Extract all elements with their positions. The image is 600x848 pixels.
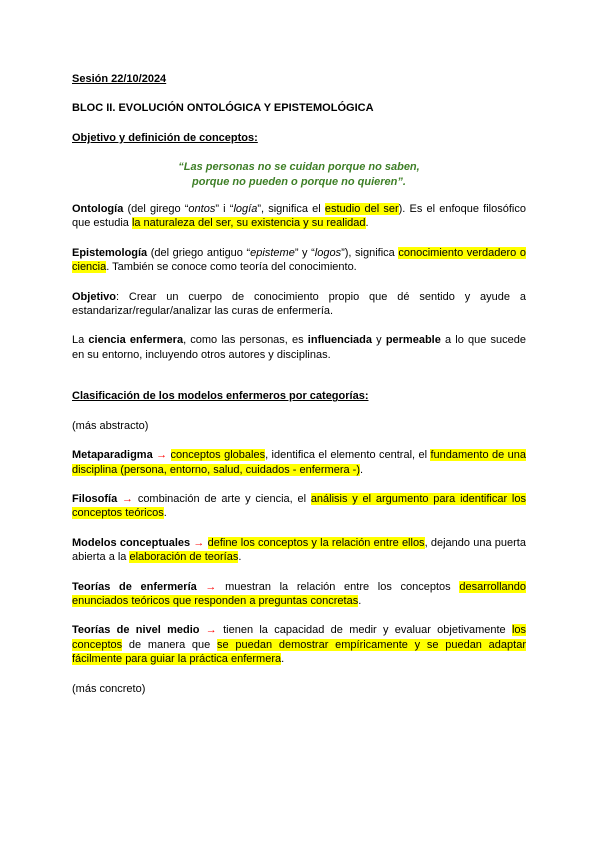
modelos-highlight-1: define los conceptos y la relación entre ellos xyxy=(207,536,425,549)
teorias-medio-highlight-2: se puedan demostrar empíricamente y se puedan adaptar fácilmente para guiar la práctica enfermera xyxy=(72,638,526,666)
classification-heading: Clasificación de los modelos enfermeros por categorías: xyxy=(72,390,369,403)
epistemologia-term: Epistemología xyxy=(72,246,148,259)
epistemologia-paragraph xyxy=(72,246,526,275)
metaparadigma-highlight-2: fundamento de una disciplina (persona, entorno, salud, cuidados - enfermera -) xyxy=(72,449,526,476)
objetivo-text: : Crear un cuerpo de conocimiento propio que dé sentido y ayude a estandarizar/regular/analizar las curas de enfermería. xyxy=(72,290,526,318)
bloc-title: BLOC II. EVOLUCIÓN ONTOLÓGICA Y EPISTEMOLÓGICA xyxy=(72,102,374,115)
objective-heading: Objetivo y definición de conceptos: xyxy=(72,131,258,144)
metaparadigma-term: Metaparadigma xyxy=(72,449,153,462)
ciencia-text-1: La xyxy=(72,334,89,347)
teorias-medio-text-1: tienen la capacidad de medir y evaluar objetivamente xyxy=(223,624,512,637)
arrow-icon: → xyxy=(199,624,224,637)
ontologia-text-4: ). Es el enfoque filosófico que estudia xyxy=(72,203,526,230)
ciencia-text-2: , como las personas, es xyxy=(183,334,308,347)
filosofia-text-1: combinación de arte y ciencia, el xyxy=(137,492,311,505)
teorias-medio-highlight-1: los conceptos xyxy=(72,624,526,651)
quote-line-2: porque no pueden o porque no quieren”. xyxy=(192,175,406,188)
metaparadigma-text-2: . xyxy=(359,463,364,476)
filosofia-paragraph xyxy=(72,492,526,521)
arrow-icon: → xyxy=(152,449,171,462)
filosofia-text-2: . xyxy=(163,507,167,520)
mas-concreto: (más concreto) xyxy=(72,682,146,695)
ciencia-bold-2: influenciada xyxy=(307,334,372,347)
modelos-text-1: , dejando una puerta abierta a la xyxy=(72,536,526,564)
ontologia-text-5: . xyxy=(365,217,369,230)
arrow-icon: → xyxy=(117,492,138,505)
ciencia-bold-3: permeable xyxy=(385,334,441,347)
epistemologia-episteme: episteme xyxy=(250,246,295,259)
teorias-text-2: . xyxy=(358,594,362,607)
ciencia-text-4: a lo que sucede en su entorno, incluyendo otros autores y disciplinas. xyxy=(72,334,526,361)
ontologia-text-3: ”, significa el xyxy=(257,203,325,216)
teorias-term: Teorías de enfermería xyxy=(72,580,197,593)
epistemologia-text-1: (del griego antiguo “ xyxy=(147,246,251,259)
objetivo-term: Objetivo xyxy=(72,290,117,303)
ontologia-text-2: ” i “ xyxy=(215,203,234,216)
arrow-icon: → xyxy=(190,536,208,549)
session-date: Sesión 22/10/2024 xyxy=(72,73,167,85)
ontologia-paragraph xyxy=(72,202,526,231)
ontologia-text-1: (del girego “ xyxy=(123,203,189,216)
quote-line-1: “Las personas no se cuidan porque no saben, xyxy=(178,161,420,174)
mas-abstracto: (más abstracto) xyxy=(72,419,149,432)
modelos-highlight-2: elaboración de teorías xyxy=(129,551,239,564)
ontologia-term: Ontología xyxy=(72,203,124,216)
quote xyxy=(72,160,526,189)
ontologia-highlight-1: estudio del ser xyxy=(324,203,399,216)
metaparadigma-text-1: , identifica el elemento central, el xyxy=(265,449,431,462)
epistemologia-highlight-1: conocimiento verdadero o ciencia xyxy=(72,246,526,274)
teorias-medio-term: Teorías de nivel medio xyxy=(72,624,200,637)
teorias-medio-paragraph xyxy=(72,623,526,666)
objetivo-paragraph xyxy=(72,290,526,319)
epistemologia-text-4: . También se conoce como teoría del conocimiento. xyxy=(106,261,357,274)
epistemologia-text-2: ” y “ xyxy=(294,246,315,259)
ontologia-logia: logía xyxy=(233,203,258,216)
modelos-paragraph xyxy=(72,536,526,565)
epistemologia-logos: logos xyxy=(314,246,342,259)
filosofia-highlight-1: análisis y el argumento para identificar los conceptos teóricos xyxy=(72,492,526,520)
metaparadigma-paragraph xyxy=(72,448,526,477)
teorias-medio-text-2: de manera que xyxy=(122,638,218,651)
metaparadigma-highlight-1: conceptos globales xyxy=(170,449,266,462)
ciencia-text-3: y xyxy=(371,334,386,347)
teorias-text-1: muestran la relación entre los conceptos xyxy=(225,580,460,593)
teorias-highlight-1: desarrollando enunciados teóricos que responden a preguntas concretas xyxy=(72,580,526,607)
filosofia-term: Filosofía xyxy=(72,492,118,505)
teorias-medio-text-3: . xyxy=(281,653,285,666)
modelos-text-2: . xyxy=(238,551,242,564)
ciencia-bold-1: ciencia enfermera xyxy=(88,334,184,347)
epistemologia-text-3: ”), significa xyxy=(341,246,399,259)
ciencia-paragraph xyxy=(72,333,526,362)
ontologia-highlight-2: la naturaleza del ser, su existencia y su realidad xyxy=(131,217,366,230)
modelos-term: Modelos conceptuales xyxy=(72,536,191,549)
arrow-icon: → xyxy=(196,580,226,593)
ontologia-ontos: ontos xyxy=(188,203,216,216)
teorias-paragraph xyxy=(72,580,526,609)
document-content xyxy=(72,72,526,696)
